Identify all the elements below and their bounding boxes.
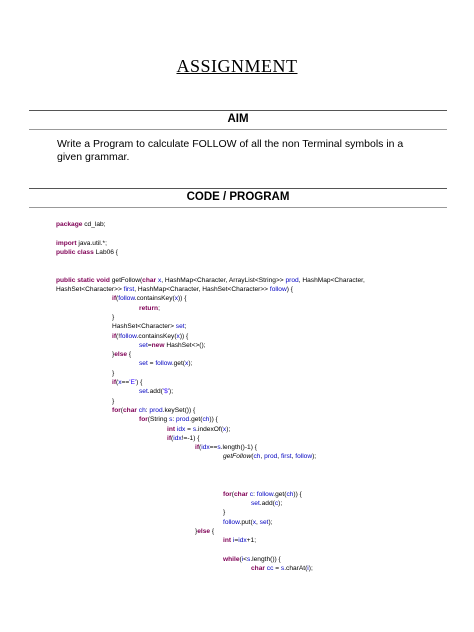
code-token: c (249, 490, 254, 498)
document-title (0, 56, 474, 77)
code-line (0, 499, 474, 508)
code-line (0, 518, 474, 527)
code-token: = (147, 341, 152, 349)
code-token: )) { (293, 490, 302, 498)
code-token: ( (251, 453, 254, 461)
code-token: , (291, 453, 296, 461)
code-line (0, 471, 474, 480)
code-token: idx (176, 425, 186, 433)
code-token: } (195, 527, 198, 535)
code-line (0, 462, 474, 471)
code-token: x (118, 379, 122, 387)
code-token: ( (116, 295, 119, 303)
code-token: set (251, 499, 260, 507)
code-line (0, 378, 474, 387)
code-token: ( (116, 379, 119, 387)
code-token: set (259, 518, 269, 526)
code-token: s (217, 444, 221, 452)
code-line (0, 452, 474, 461)
code-token: follow (120, 332, 137, 340)
code-token: set (175, 323, 185, 331)
code-line (0, 285, 474, 294)
code-token: HashSet<Character> (112, 323, 176, 331)
code-token: return (139, 304, 159, 312)
code-line (0, 229, 474, 238)
code-token: .get( (171, 360, 186, 368)
code-token: first (123, 286, 135, 294)
code-token: , (277, 453, 281, 461)
code-token: i (232, 537, 235, 545)
code-token: x (185, 360, 189, 368)
code-token: (! (116, 332, 121, 340)
code-token: .length()-1) { (220, 444, 257, 452)
code-token: cd_lab; (82, 221, 106, 228)
code-token: .length()) { (250, 555, 281, 563)
code-line (0, 536, 474, 545)
code-token: s (192, 425, 197, 433)
code-token: , HashMap<Character, (298, 276, 365, 284)
code-token: , HashMap<Character, HashSet<Character>> (134, 286, 270, 294)
code-token: set (139, 341, 148, 349)
code-token: .put( (239, 518, 253, 526)
code-line (0, 480, 474, 489)
aim-text: Write a Program to calculate FOLLOW of all the non Terminal symbols in a given grammar. (57, 138, 404, 163)
code-token: ( (171, 434, 174, 442)
code-line (0, 257, 474, 266)
code-token: ); (268, 518, 273, 526)
code-token: ch (286, 490, 294, 498)
code-token: '$' (162, 388, 170, 396)
code-token: ); (169, 388, 174, 396)
code-token: ch (202, 416, 210, 424)
code-token: Lab06 { (93, 248, 118, 256)
code-token: c (274, 499, 279, 507)
code-line (0, 304, 474, 313)
code-token: : (253, 490, 257, 498)
code-token: char (251, 564, 265, 572)
code-token: ); (188, 360, 193, 368)
code-line (0, 406, 474, 415)
code-token: : (145, 406, 150, 414)
code-token: !=-1) { (181, 434, 200, 442)
code-token: : (172, 416, 177, 424)
code-token: ch (253, 453, 261, 461)
code-line (0, 425, 474, 434)
code-token: getFollow (223, 453, 252, 461)
code-token: = (234, 537, 239, 545)
code-line (0, 434, 474, 443)
code-token: s (247, 555, 251, 563)
code-token: static (77, 276, 95, 284)
code-token: class (77, 248, 94, 256)
code-token: == (209, 444, 218, 452)
code-token: )) { (209, 416, 218, 424)
code-token: x (222, 425, 227, 433)
code-token: , (260, 453, 265, 461)
code-token: void (96, 276, 110, 284)
code-token: char (234, 490, 248, 498)
code-token: set (139, 360, 148, 368)
code-token: < (243, 555, 248, 563)
code-token: .get( (273, 490, 287, 498)
code-token: = (185, 425, 193, 433)
aim-heading: AIM (227, 113, 249, 125)
code-token: prod (285, 276, 299, 284)
code-token: .charAt( (284, 564, 308, 572)
code-token: follow (118, 295, 135, 303)
code-token: public (56, 248, 76, 256)
code-token: else (114, 351, 128, 359)
code-token: for (112, 406, 121, 414)
code-token: java.util.*; (76, 239, 107, 247)
code-token: public (56, 276, 76, 284)
code-line (0, 564, 474, 573)
code-token: +1; (246, 537, 257, 545)
code-token: int (223, 537, 232, 545)
code-line (0, 294, 474, 303)
code-token: } (223, 509, 226, 517)
code-token: , (256, 518, 260, 526)
code-line (0, 341, 474, 350)
code-token: ); (308, 564, 313, 572)
code-bottom-rule (29, 207, 447, 208)
code-token: { (210, 527, 215, 535)
code-line (0, 369, 474, 378)
code-token: ( (239, 555, 242, 563)
code-token: .containsKey( (134, 295, 175, 303)
code-line (0, 313, 474, 322)
code-token: if (112, 332, 117, 340)
code-token: s (169, 416, 173, 424)
code-token: i (241, 555, 244, 563)
code-line (0, 359, 474, 368)
code-token: prod (149, 406, 163, 414)
code-token: } (112, 369, 115, 377)
code-token: )) { (179, 332, 189, 340)
code-token: idx (201, 444, 210, 452)
code-line (0, 490, 474, 499)
code-token: getFollow( (109, 276, 143, 284)
code-token: } (112, 313, 115, 321)
code-line (0, 443, 474, 452)
code-token: char (142, 276, 157, 284)
code-token: while (223, 555, 240, 563)
code-token: idx (173, 434, 182, 442)
code-token: for (223, 490, 232, 498)
code-token: if (195, 444, 200, 452)
code-token: .indexOf( (196, 425, 223, 433)
code-token: ) { (286, 286, 293, 294)
code-token: first (280, 453, 292, 461)
code-token: s (280, 564, 285, 572)
code-token: follow (256, 490, 274, 498)
code-token: if (167, 434, 172, 442)
code-token: ; (184, 323, 187, 331)
code-token: int (167, 425, 176, 433)
code-line (0, 508, 474, 517)
code-token: ); (226, 425, 231, 433)
code-token: ch (138, 406, 146, 414)
code-line (0, 350, 474, 359)
code-token: x (176, 332, 180, 340)
code-token: follow (223, 518, 240, 526)
aim-bottom-rule (29, 129, 447, 130)
code-token: idx (238, 537, 247, 545)
code-token: .keySet()) { (162, 406, 196, 414)
code-token: == (121, 379, 130, 387)
document-title-text: ASSIGNMENT (176, 56, 298, 76)
code-token: { (127, 351, 132, 359)
code-line (0, 415, 474, 424)
code-line (0, 220, 474, 229)
code-token: i (307, 564, 309, 572)
code-token: if (112, 295, 117, 303)
code-listing (0, 220, 474, 573)
code-token: .add( (147, 388, 163, 396)
code-token: .get( (189, 416, 203, 424)
code-token: char (123, 406, 137, 414)
code-token: follow (155, 360, 172, 368)
code-line (0, 527, 474, 536)
code-token: , HashMap<Character, ArrayList<String>> (161, 276, 286, 284)
code-token: 'E' (129, 379, 137, 387)
code-token: .add( (259, 499, 275, 507)
code-token: ); (312, 453, 317, 461)
code-token: x (174, 295, 178, 303)
code-token: ( (199, 444, 202, 452)
code-token: ( (231, 490, 234, 498)
code-line (0, 545, 474, 554)
code-token: package (56, 221, 83, 228)
code-token: if (112, 379, 117, 387)
aim-top-rule (29, 110, 447, 111)
code-token: ; (158, 304, 160, 312)
code-token: import (56, 239, 77, 247)
code-heading: CODE / PROGRAM (186, 191, 290, 203)
code-line (0, 387, 474, 396)
code-line (0, 248, 474, 257)
code-token: cc (266, 564, 274, 572)
code-line (0, 555, 474, 564)
code-token: x (252, 518, 256, 526)
code-line (0, 266, 474, 275)
code-token: follow (269, 286, 287, 294)
code-top-rule (29, 188, 447, 189)
code-line (0, 239, 474, 248)
code-token: } (112, 351, 115, 359)
code-token: .containsKey( (136, 332, 177, 340)
code-token: )) { (177, 295, 187, 303)
code-line (0, 322, 474, 331)
code-token: = (273, 564, 281, 572)
code-token: } (112, 397, 115, 405)
code-token: HashSet<Character>> (56, 286, 124, 294)
code-token: (String (147, 416, 170, 424)
code-token: ); (278, 499, 283, 507)
code-line (0, 397, 474, 406)
code-token: new (151, 341, 165, 349)
code-token: HashSet<>(); (164, 341, 206, 349)
code-token: ) { (136, 379, 143, 387)
code-line (0, 332, 474, 341)
code-line (0, 276, 474, 285)
code-token: else (197, 527, 211, 535)
code-token: follow (295, 453, 313, 461)
code-token: set (139, 388, 148, 396)
code-token: ( (120, 406, 123, 414)
code-token: prod (176, 416, 190, 424)
code-token: x (157, 276, 162, 284)
code-token: = (147, 360, 156, 368)
code-token: for (139, 416, 148, 424)
code-token: prod (264, 453, 278, 461)
